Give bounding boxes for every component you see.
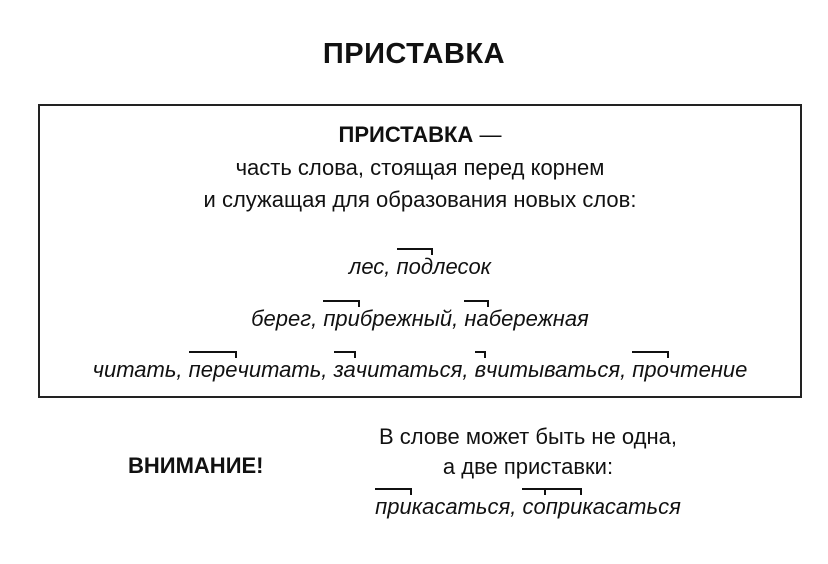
example-word-rest: брежный, <box>359 306 465 331</box>
example-word-rest: касаться <box>582 494 681 519</box>
example-word: берег, <box>251 306 324 331</box>
attention-label: ВНИМАНИЕ! <box>128 453 264 478</box>
prefix-mark: под <box>396 254 434 279</box>
prefix-mark: при <box>323 306 360 331</box>
example-word-rest: читаться, <box>355 357 475 382</box>
note-example <box>316 494 740 520</box>
prefix-mark: в <box>474 357 487 382</box>
prefix-mark: на <box>464 306 489 331</box>
definition-line-1: часть слова, стоящая перед корнем <box>235 155 605 180</box>
prefix-mark: за <box>333 357 356 382</box>
definition-box <box>38 104 802 398</box>
example-row-2 <box>40 306 800 332</box>
definition-heading <box>40 122 800 148</box>
definition-line-2: и служащая для образования новых слов: <box>203 187 637 212</box>
example-word-rest: касаться, <box>411 494 523 519</box>
prefix-mark: со <box>522 494 546 519</box>
example-word-rest: читать, <box>237 357 334 382</box>
page-title: ПРИСТАВКА <box>322 38 506 70</box>
example-word-rest: читываться, <box>486 357 633 382</box>
example-row-1 <box>40 254 800 280</box>
example-word-rest: чтение <box>668 357 748 382</box>
example-word-rest: лесок <box>433 254 492 279</box>
example-row-3 <box>40 357 800 383</box>
example-word: лес, <box>348 254 397 279</box>
prefix-mark: про <box>632 357 669 382</box>
definition-dash: — <box>473 122 502 147</box>
example-word: читать, <box>92 357 189 382</box>
prefix-mark: при <box>545 494 583 519</box>
prefix-mark: пере <box>188 357 238 382</box>
note-line-1: В слове может быть не одна, <box>378 424 678 449</box>
prefix-mark: при <box>375 494 412 519</box>
example-word-rest: бережная <box>488 306 589 331</box>
note-line-2: а две приставки: <box>442 454 614 479</box>
definition-term: ПРИСТАВКА <box>338 122 474 147</box>
